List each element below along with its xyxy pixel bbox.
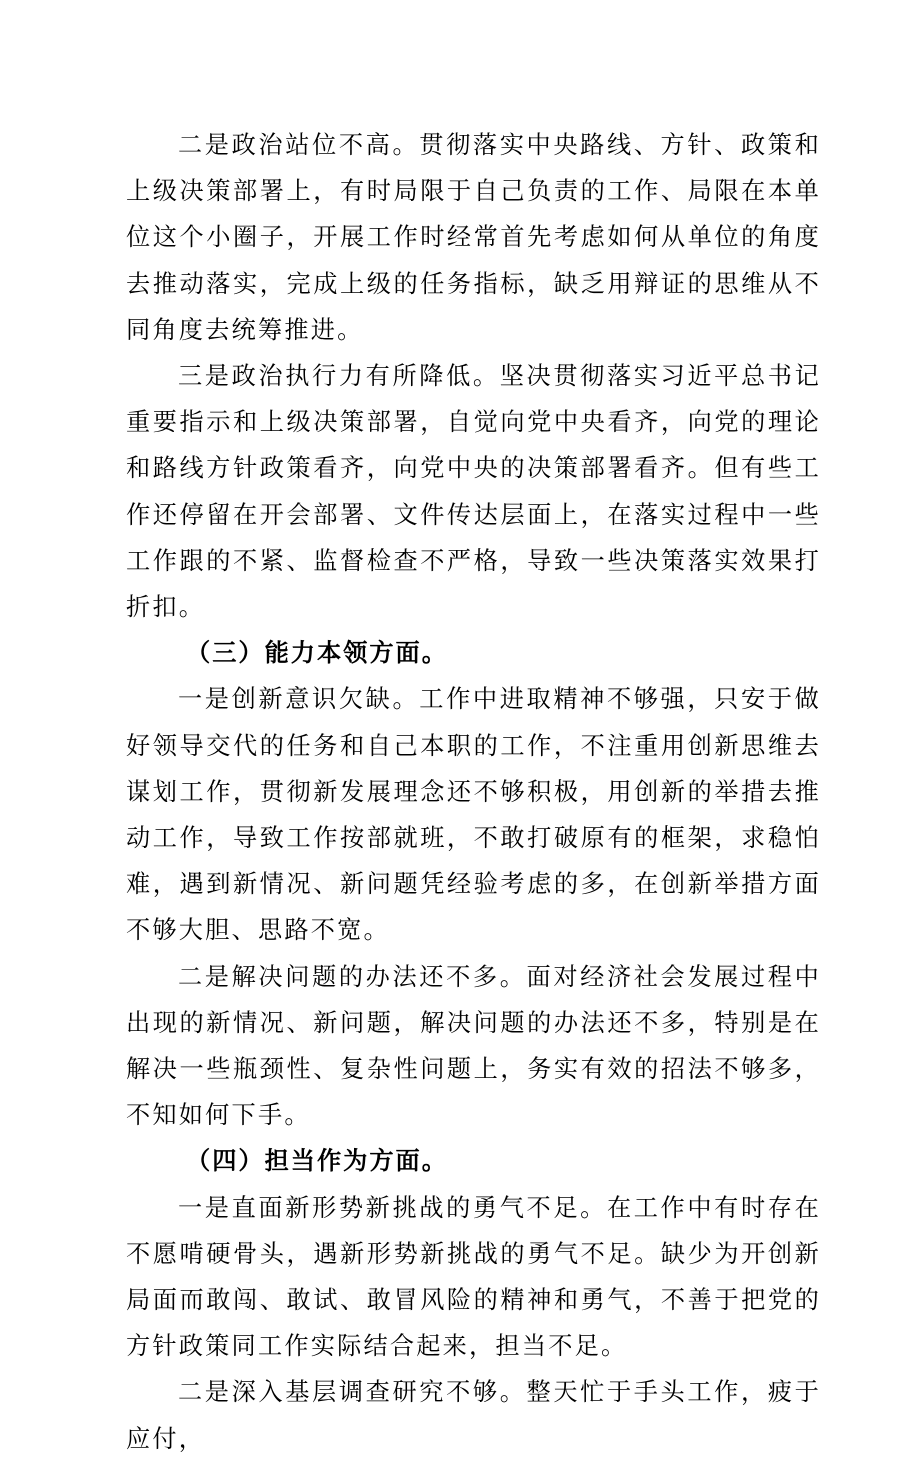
paragraph-courage: 一是直面新形势新挑战的勇气不足。在工作中有时存在不愿啃硬骨头，遇新形势新挑战的勇气不足。缺少为开创新局面而敢闯、敢试、敢冒风险的精神和勇气，不善于把党的方针政策同工作实际结合起来，担当不足。 xyxy=(126,1193,821,1361)
paragraph-innovation: 一是创新意识欠缺。工作中进取精神不够强，只安于做好领导交代的任务和自己本职的工作，不注重用创新思维去谋划工作，贯彻新发展理念还不够积极，用创新的举措去推动工作，导致工作按部就班，不敢打破原有的框架，求稳怕难，遇到新情况、新问题凭经验考虑的多，在创新举措方面不够大胆、思路不宽。 xyxy=(126,685,821,945)
paragraph-problem-solving: 二是解决问题的办法还不多。面对经济社会发展过程中出现的新情况、新问题，解决问题的办法还不多，特别是在解决一些瓶颈性、复杂性问题上，务实有效的招法不够多，不知如何下手。 xyxy=(126,962,821,1130)
document-body xyxy=(126,122,821,1462)
section-heading-ability: （三）能力本领方面。 xyxy=(186,638,448,668)
section-heading-responsibility: （四）担当作为方面。 xyxy=(186,1146,448,1176)
paragraph-political-position: 二是政治站位不高。贯彻落实中央路线、方针、政策和上级决策部署上，有时局限于自己负责的工作、局限在本单位这个小圈子，开展工作时经常首先考虑如何从单位的角度去推动落实，完成上级的任务指标，缺乏用辩证的思维从不同角度去统筹推进。 xyxy=(126,131,821,344)
paragraph-grassroots-research: 二是深入基层调查研究不够。整天忙于手头工作，疲于应付， xyxy=(126,1378,821,1453)
paragraph-political-execution: 三是政治执行力有所降低。坚决贯彻落实习近平总书记重要指示和上级决策部署，自觉向党中央看齐，向党的理论和路线方针政策看齐，向党中央的决策部署看齐。但有些工作还停留在开会部署、文件传达层面上，在落实过程中一些工作跟的不紧、监督检查不严格，导致一些决策落实效果打折扣。 xyxy=(126,362,821,622)
